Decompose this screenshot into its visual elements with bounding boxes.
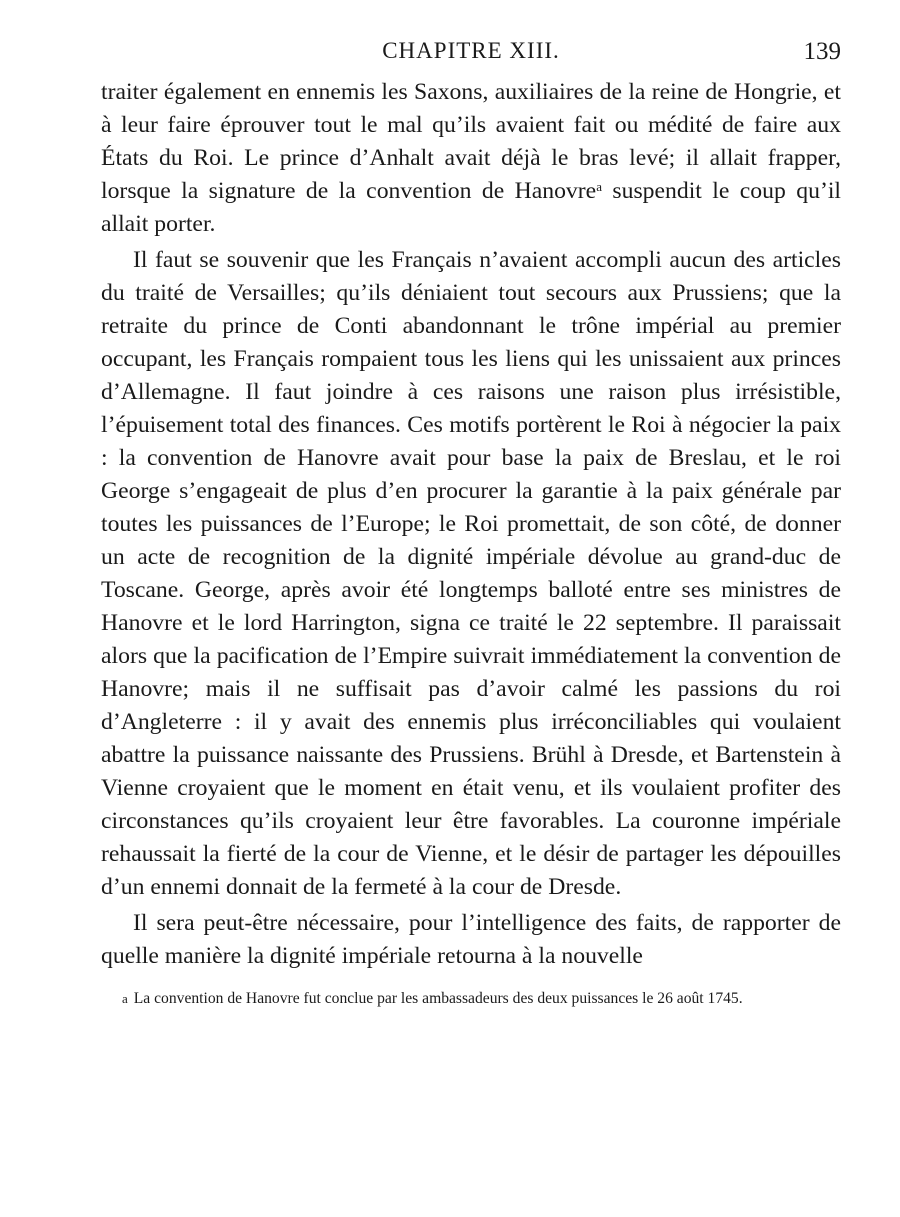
footnote-text: La convention de Hanovre fut conclue par les ambassadeurs des deux puissances le 26 août 1745. <box>133 990 743 1007</box>
paragraph: Il faut se souvenir que les Français n’avaient accompli aucun des articles du traité de Versailles; qu’ils déniaient tout secours aux Prussiens; que la retraite du prince de Conti abandonnant le trône impérial au premier occupant, les Français rompaient tous les liens qui les unissaient aux princes d’Allemagne. Il faut joindre à ces raisons une raison plus irrésistible, l’épuisement total des finances. Ces motifs portèrent le Roi à négocier la paix : la convention de Hanovre avait pour base la paix de Breslau, et le roi George s’engageait de plus d’en procurer la garantie à la paix générale par toutes les puissances de l’Europe; le Roi promettait, de son côté, de donner un acte de recognition de la dignité impériale dévolue au grand-duc de Toscane. George, après avoir été longtemps balloté entre ses ministres de Hanovre et le lord Harrington, signa ce traité le 22 septembre. Il paraissait alors que la pacification de l’Empire suivrait immédiatement la convention de Hanovre; mais il ne suffisait pas d’avoir calmé les passions du roi d’Angleterre : il y avait des ennemis plus irréconciliables qui voulaient abattre la puissance naissante des Prussiens. Brühl à Dresde, et Bartenstein à Vienne croyaient que le moment en était venu, et ils voulaient profiter des circonstances qu’ils croyaient leur être favorables. La couronne impériale rehaussait la fierté de la cour de Vienne, et le désir de partager les dépouilles d’un ennemi donnait de la fermeté à la cour de Dresde. <box>101 247 841 900</box>
paragraph-text: suspendit le coup qu’il allait porter. <box>101 178 841 237</box>
footnote-label: a <box>122 991 128 1006</box>
paragraph-continued <box>101 76 841 241</box>
footnote-reference: a <box>596 179 602 194</box>
paragraph: Il sera peut-être nécessaire, pour l’intelligence des faits, de rapporter de quelle manière la dignité impériale retourna à la nouvelle <box>101 910 841 969</box>
book-page <box>101 30 841 1011</box>
running-head <box>101 30 841 76</box>
chapter-title: CHAPITRE XIII. <box>382 38 560 63</box>
body-text <box>101 76 841 973</box>
paragraph-text: traiter également en ennemis les Saxons, auxiliaires de la reine de Hongrie, et à leur faire éprouver tout le mal qu’ils avaient fait ou médité de faire aux États du Roi. Le prince d’Anhalt avait déjà le bras levé; il allait frapper, lorsque la signature de la convention de Hanovre <box>101 79 841 204</box>
page-number: 139 <box>803 38 841 65</box>
footnote <box>101 987 841 1011</box>
